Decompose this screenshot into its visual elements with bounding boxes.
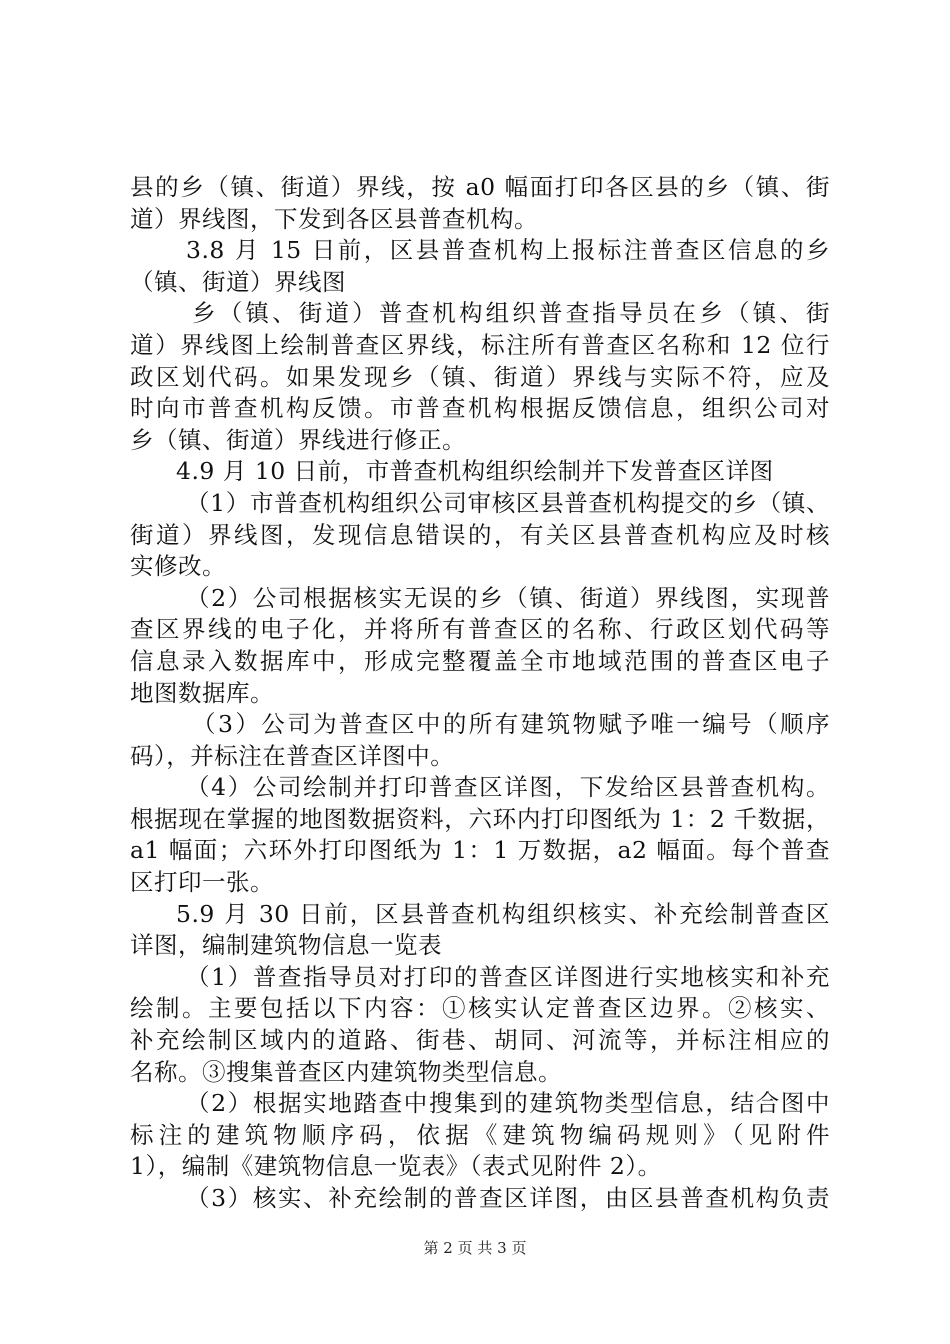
text-line: 查区界线的电子化，并将所有普查区的名称、行政区划代码等 bbox=[130, 615, 830, 644]
text-line: 地图数据库。 bbox=[130, 678, 274, 707]
text-line: （1）市普查机构组织公司审核区县普查机构提交的乡（镇、 bbox=[186, 488, 830, 517]
text-line: 码），并标注在普查区详图中。 bbox=[130, 741, 455, 770]
text-line: （镇、街道）界线图 bbox=[130, 267, 346, 296]
text-line: 绘制。主要包括以下内容：①核实认定普查区边界。②核实、 bbox=[130, 994, 830, 1023]
text-line: 3.8 月 15 日前，区县普查机构上报标注普查区信息的乡 bbox=[186, 236, 830, 265]
text-line: 乡（镇、街道）普查机构组织普查指导员在乡（镇、街 bbox=[192, 299, 830, 328]
text-line: 5.9 月 30 日前，区县普查机构组织核实、补充绘制普查区 bbox=[176, 899, 830, 928]
text-line: （2）根据实地踏查中搜集到的建筑物类型信息，结合图中 bbox=[186, 1089, 830, 1118]
text-line: 乡（镇、街道）界线进行修正。 bbox=[130, 425, 466, 454]
document-body bbox=[130, 172, 830, 1215]
page-footer: 第 2 页 共 3 页 bbox=[423, 1239, 527, 1257]
text-line: 道）界线图上绘制普查区界线，标注所有普查区名称和 12 位行 bbox=[130, 330, 830, 359]
text-line: 县的乡（镇、街道）界线，按 a0 幅面打印各区县的乡（镇、街 bbox=[130, 173, 830, 201]
text-line: （2）公司根据核实无误的乡（镇、街道）界线图，实现普 bbox=[186, 583, 830, 612]
text-line: 信息录入数据库中，形成完整覆盖全市地域范围的普查区电子 bbox=[130, 646, 830, 675]
text-line: 补充绘制区域内的道路、街巷、胡同、河流等，并标注相应的 bbox=[130, 1026, 830, 1055]
text-line: 标注的建筑物顺序码，依据《建筑物编码规则》（见附件 bbox=[130, 1120, 830, 1149]
text-line: a1 幅面；六环外打印图纸为 1：1 万数据，a2 幅面。每个普查 bbox=[130, 836, 830, 865]
text-line: 时向市普查机构反馈。市普查机构根据反馈信息，组织公司对 bbox=[130, 394, 830, 423]
text-line: 详图，编制建筑物信息一览表 bbox=[130, 931, 442, 960]
text-line: 实修改。 bbox=[130, 552, 226, 581]
text-line: 道）界线图，下发到各区县普查机构。 bbox=[130, 204, 538, 233]
text-line: 1），编制《建筑物信息一览表》（表式见附件 2）。 bbox=[130, 1152, 662, 1181]
text-line: （4）公司绘制并打印普查区详图，下发给区县普查机构。 bbox=[186, 773, 830, 802]
text-line: 政区划代码。如果发现乡（镇、街道）界线与实际不符，应及 bbox=[130, 362, 830, 391]
text-line: 名称。③搜集普查区内建筑物类型信息。 bbox=[130, 1057, 562, 1086]
text-line: 4.9 月 10 日前，市普查机构组织绘制并下发普查区详图 bbox=[176, 457, 774, 486]
text-line: 街道）界线图，发现信息错误的，有关区县普查机构应及时核 bbox=[130, 520, 830, 549]
text-line: 根据现在掌握的地图数据资料，六环内打印图纸为 1：2 千数据， bbox=[130, 804, 830, 833]
text-line: 区打印一张。 bbox=[130, 868, 274, 897]
text-line: （3）公司为普查区中的所有建筑物赋予唯一编号（顺序 bbox=[192, 710, 830, 739]
text-line: （1）普查指导员对打印的普查区详图进行实地核实和补充 bbox=[186, 962, 830, 991]
text-line: （3）核实、补充绘制的普查区详图，由区县普查机构负责 bbox=[186, 1184, 830, 1212]
